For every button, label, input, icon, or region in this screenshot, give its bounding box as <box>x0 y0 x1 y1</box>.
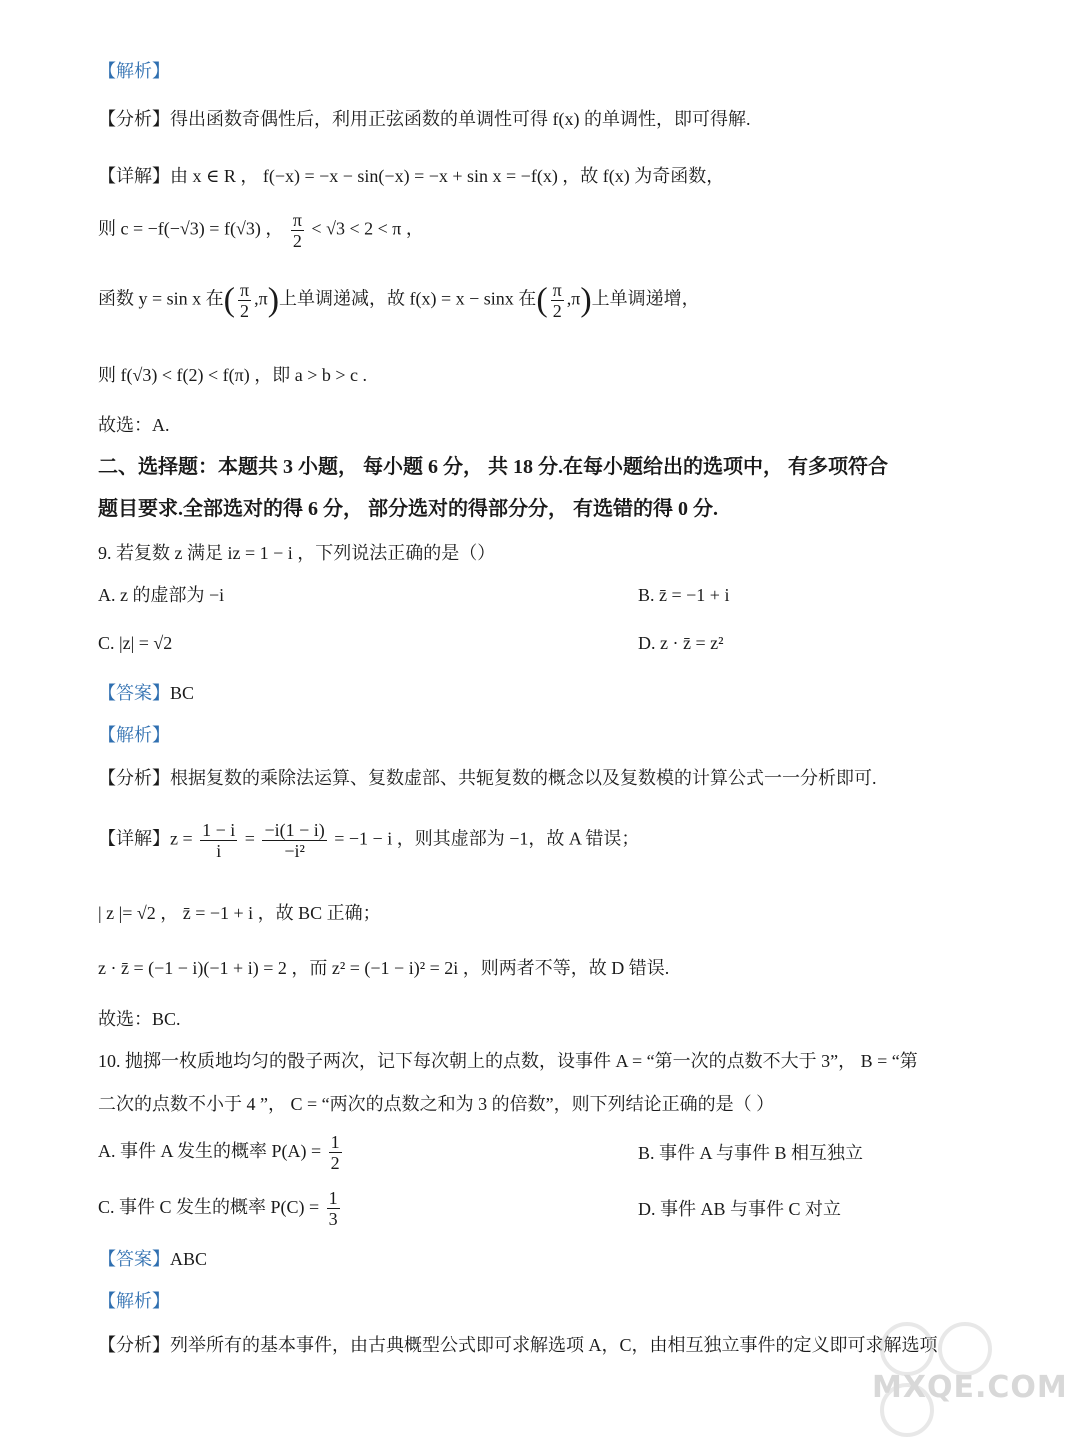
fraction-numerator: π <box>292 210 302 230</box>
fraction-denominator: 2 <box>292 231 302 251</box>
answer-value: ABC <box>170 1249 208 1269</box>
section-heading-line-1: 二、选择题：本题共 3 小题， 每小题 6 分， 共 18 分.在每小题给出的选项中， 有多项符合 <box>98 456 888 478</box>
fraction-pi-over-2 <box>291 210 304 251</box>
detail-line-3 <box>98 280 990 321</box>
fraction-pi-over-2-c <box>551 280 564 321</box>
answer-9 <box>98 680 990 706</box>
option-10a <box>98 1132 345 1173</box>
question-10-options-row-1 <box>98 1132 990 1173</box>
analysis-heading-10: 【解析】 <box>98 1291 170 1311</box>
answer-tag: 【答案】 <box>98 1249 170 1269</box>
fraction-denominator: 2 <box>330 1153 340 1173</box>
detail-text-a: z = <box>170 828 198 849</box>
fraction-denominator: −i² <box>284 841 305 861</box>
fraction-numerator: 1 − i <box>202 820 236 840</box>
option-10c <box>98 1188 343 1229</box>
answer-value: BC <box>170 683 195 703</box>
detail-line-4: 则 f(√3) < f(2) < f(π) ，即 a > b > c . <box>98 365 367 385</box>
analysis-heading-9: 【解析】 <box>98 725 170 745</box>
analysis-text: 列举所有的基本事件，由古典概型公式即可求解选项 A，C，由相互独立事件的定义即可求解选项 <box>170 1335 938 1355</box>
option-10b: B. 事件 A 与事件 B 相互独立 <box>638 1143 864 1163</box>
detail-line-2-b: < √3 < 2 < π ， <box>306 218 424 239</box>
detail-text-b: = −1 − i ，则其虚部为 −1，故 A 错误； <box>329 828 640 849</box>
detail-line-3-a: 函数 y = sin x 在 <box>98 288 224 309</box>
option-10c-text: C. 事件 C 发生的概率 P(C) = <box>98 1196 324 1217</box>
detail-tag: 【详解】 <box>98 166 170 186</box>
choice-answer-8: 故选：A. <box>98 415 170 435</box>
fraction-denominator: i <box>216 841 222 861</box>
detail-paragraph-1 <box>98 163 990 189</box>
analysis-tag: 【分析】 <box>98 1335 170 1355</box>
detail-line-2 <box>98 210 990 251</box>
detail-line-2-a: 则 c = −f(−√3) = f(√3) ， <box>98 218 288 239</box>
fraction-numerator: 1 <box>330 1132 340 1152</box>
option-9d: D. z · z̄ = z² <box>638 633 724 653</box>
open-paren: ( <box>536 281 548 319</box>
equals: = <box>240 828 260 849</box>
fraction-third <box>327 1188 340 1229</box>
analysis-heading: 【解析】 <box>98 61 170 81</box>
close-paren: ) <box>580 281 592 319</box>
option-9b: B. z̄ = −1 + i <box>638 585 730 605</box>
detail-paragraph-9 <box>98 820 990 861</box>
open-paren: ( <box>223 281 235 319</box>
analysis-text: 得出函数奇偶性后，利用正弦函数的单调性可得 f(x) 的单调性，即可得解. <box>170 109 751 129</box>
option-10d: D. 事件 AB 与事件 C 对立 <box>638 1199 842 1219</box>
detail-line-9-2: | z |= √2 ， z̄ = −1 + i ，故 BC 正确； <box>98 903 381 923</box>
interval-pi: ,π <box>566 288 581 309</box>
fraction-denominator: 2 <box>240 301 250 321</box>
detail-line-3-b: 上单调递减，故 f(x) = x − sinx 在 <box>279 288 537 309</box>
detail-text: 由 x ∈ R ， f(−x) = −x − sin(−x) = −x + sin x = −f(x) ，故 f(x) 为奇函数， <box>170 166 725 186</box>
fraction-denominator: 2 <box>552 301 562 321</box>
section-heading-line-2: 题目要求.全部选对的得 6 分， 部分选对的得部分分， 有选错的得 0 分. <box>98 498 718 520</box>
option-9a: A. z 的虚部为 −i <box>98 585 225 605</box>
question-10-line-1: 10. 抛掷一枚质地均匀的骰子两次，记下每次朝上的点数，设事件 A = “第一次的点数不大于 3”， B = “第 <box>98 1051 918 1071</box>
site-watermark <box>866 1319 1066 1407</box>
close-paren: ) <box>267 281 280 319</box>
detail-line-9-3: z · z̄ = (−1 − i)(−1 + i) = 2 ，而 z² = (−1 − i)² = 2i ，则两者不等，故 D 错误. <box>98 958 670 978</box>
choice-answer-9: 故选：BC. <box>98 1009 181 1029</box>
fraction-numerator: π <box>240 280 250 300</box>
watermark-text: MXQE.COM <box>872 1370 1068 1405</box>
fraction-numerator: π <box>552 280 562 300</box>
analysis-tag: 【分析】 <box>98 768 170 788</box>
interval-pi: ,π <box>254 288 268 309</box>
fraction-pi-over-2-b <box>238 280 251 321</box>
option-10a-text: A. 事件 A 发生的概率 P(A) = <box>98 1140 326 1161</box>
option-9c: C. |z| = √2 <box>98 633 173 653</box>
answer-10 <box>98 1246 990 1272</box>
analysis-paragraph-10 <box>98 1332 990 1358</box>
fraction-1 <box>200 820 237 861</box>
question-9-options-row-2 <box>98 630 990 656</box>
question-9: 9. 若复数 z 满足 iz = 1 − i ，下列说法正确的是（） <box>98 543 496 563</box>
question-9-options-row-1 <box>98 582 990 608</box>
fraction-numerator: 1 <box>328 1188 338 1208</box>
analysis-tag: 【分析】 <box>98 109 170 129</box>
analysis-paragraph <box>98 106 990 132</box>
fraction-2 <box>262 820 326 861</box>
analysis-paragraph-9 <box>98 765 990 791</box>
detail-tag: 【详解】 <box>98 828 170 849</box>
answer-tag: 【答案】 <box>98 683 170 703</box>
fraction-numerator: −i(1 − i) <box>264 820 325 840</box>
question-10-line-2: 二次的点数不小于 4 ”， C = “两次的点数之和为 3 的倍数”，则下列结论正确的是（ ） <box>98 1094 775 1114</box>
watermark-logo-icon <box>880 1319 1050 1371</box>
detail-line-3-c: 上单调递增， <box>591 288 700 309</box>
fraction-denominator: 3 <box>328 1209 338 1229</box>
fraction-half <box>329 1132 342 1173</box>
question-10-options-row-2 <box>98 1188 990 1229</box>
analysis-text: 根据复数的乘除法运算、复数虚部、共轭复数的概念以及复数模的计算公式一一分析即可. <box>170 768 877 788</box>
